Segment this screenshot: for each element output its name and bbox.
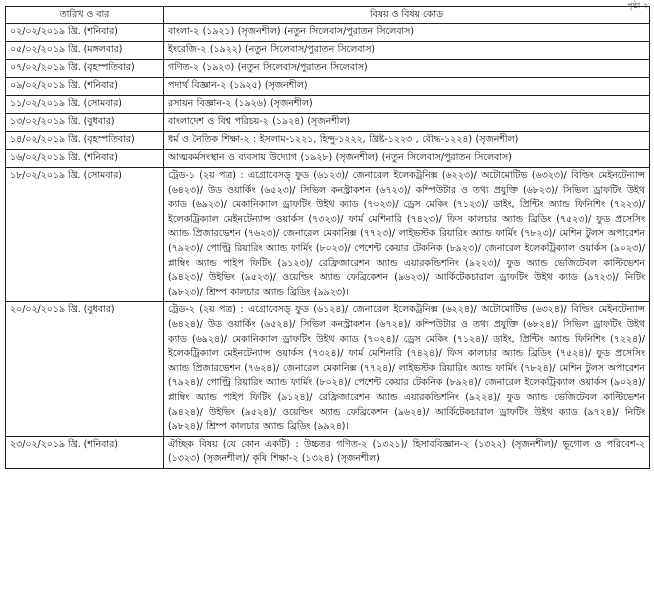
page-note: পৃষ্ঠা ২ [627, 1, 648, 10]
row-subject: ধর্ম ও নৈতিক শিক্ষা-২ : ইসলাম-১২২১, হিন্দু-১২২২, খ্রিষ্ট-১২২৩ , বৌদ্ধ-১২২৪) (সৃজনশীল) [164, 132, 650, 150]
row-subject: ট্রেড-২ (২য় পত্র) : এগ্রোবেসড্ ফুড (৬১২৪)/ জেনারেল ইলেকট্রনিক্স (৬২২৪)/ অটোমোটিভ (৬৩২৪)/ বিল্ডিং মেইনটেন্যান্স (৬৪২৪)/ উড ওয়ার্কিং (৬৫২৪)/ সিভিল কনস্ট্রাকশন (৬৭২৪)/ কম্পিউটার ও তথ্য প্রযুক্তি (৬৮২৪)/ সিভিল ড্রাফটিং উইথ ক্যাড (৬৯২৪)/ মেকানিক্যাল ড্রাফটিং উইথ ক্যাড (৭০২৪)/ ড্রেস মেকিং (৭১২৪)/ ডাইং, প্রিন্টিং অ্যান্ড ফিনিশিং (৭২২৪)/ ইলেকট্রিক্যাল মেইনটেন্যান্স ওয়ার্কস (৭৩২৪)/ ফার্ম মেশিনারি (৭৪২৪)/ ফিস কালচার অ্যান্ড ব্রিডিং (৭৫২৪)/ ফুড প্রসেসিং অ্যান্ড প্রিজারভেশন (৭৬২৪)/ জেনারেল মেকানিক্স (৭৭২৪)/ লাইভস্টক রিয়ারিং অ্যান্ড ফার্মিং (৭৮২৪)/ মেশিন টুলস অপারেশন (৭৯২৪)/ পোল্ট্রি রিয়ারিং অ্যান্ড ফার্মিং (৮০২৪)/ পেশেন্ট কেয়ার টেকনিক (৮৯২৪)/ জেনারেল ইলেকট্রিক্যাল ওয়ার্কস (৯০২৪)/ প্লাম্বিং অ্যান্ড পাইপ ফিটিং (৯১২৪)/ রেফ্রিজারেশন অ্যান্ড এয়ারকন্ডিশনিং (৯২২৪)/ ফুড অ্যান্ড ভেজিটেবল কাল্টিভেশন (৯৪২৪)/ উইভিং (৯৫২৪)/ ওয়েল্ডিং অ্যান্ড ফেব্রিকেশন (৯৬২৪)/ আর্কিটেকচারাল ড্রাফটিং উইথ ক্যাড (৯৭২৪)/ নিটিং (৯৮২৪)/ শ্রিম্প কালচার অ্যান্ড ব্রিডিং (৯৯২৪)। [164, 302, 650, 436]
row-subject: ইংরেজি-২ (১৯২২) (নতুন সিলেবাস/পুরাতন সিলেবাস) [164, 42, 650, 60]
row-subject: রসায়ন বিজ্ঞান-২ (১৯২৬) (সৃজনশীল) [164, 96, 650, 114]
table-row [6, 436, 650, 468]
table-row [6, 24, 650, 42]
row-date: ২০/০২/২০১৯ খ্রি. (বুধবার) [6, 302, 164, 436]
row-date: ১৪/০২/২০১৯ খ্রি. (বৃহস্পতিবার) [6, 132, 164, 150]
header-date: তারিখ ও বার [6, 7, 164, 24]
row-date: ০৯/০২/২০১৯ খ্রি. (শনিবার) [6, 78, 164, 96]
table-row [6, 42, 650, 60]
table-row [6, 168, 650, 302]
table-row [6, 78, 650, 96]
row-subject: গণিত-২ (১৯২৩) (নতুন সিলেবাস/পুরাতন সিলেবাস) [164, 60, 650, 78]
row-subject: আত্মকর্মসংস্থান ও ব্যবসায় উদ্যোগ (১৯২৮) (সৃজনশীল) (নতুন সিলেবাস/পুরাতন সিলেবাস) [164, 150, 650, 168]
row-date: ০৭/০২/২০১৯ খ্রি. (বৃহস্পতিবার) [6, 60, 164, 78]
table-row [6, 150, 650, 168]
row-date: ১১/০২/২০১৯ খ্রি. (সোমবার) [6, 96, 164, 114]
row-subject: ঐচ্ছিক বিষয় (যে কোন একটি) : উচ্চতর গণিত-২ (১৩২১)/ হিসাববিজ্ঞান-২ (১৩২২) (সৃজনশীল)/ ভূগোল ও পরিবেশ-২ (১৩২৩) (সৃজনশীল)/ কৃষি শিক্ষা-২ (১৩২৪) (সৃজনশীল) [164, 436, 650, 468]
row-date: ২৩/০২/২০১৯ খ্রি. (শনিবার) [6, 436, 164, 468]
row-date: ১৩/০২/২০১৯ খ্রি. (বুধবার) [6, 114, 164, 132]
row-subject: পদার্থ বিজ্ঞান-২ (১৯২৫) (সৃজনশীল) [164, 78, 650, 96]
table-row [6, 114, 650, 132]
exam-routine-table [5, 6, 650, 469]
table-row [6, 60, 650, 78]
row-date: ০৫/০২/২০১৯ খ্রি. (মঙ্গলবার) [6, 42, 164, 60]
row-date: ১৬/০২/২০১৯ খ্রি. (শনিবার) [6, 150, 164, 168]
row-subject: ট্রেড-১ (২য় পত্র) : এগ্রোবেসড্ ফুড (৬১২৩)/ জেনারেল ইলেকট্রনিক্স (৬২২৩)/ অটোমোটিভ (৬৩২৩)/ বিল্ডিং মেইনটেন্যান্স (৬৪২৩)/ উড ওয়ার্কিং (৬৫২৩)/ সিভিল কনস্ট্রাকশন (৬৭২৩)/ কম্পিউটার ও তথ্য প্রযুক্তি (৬৮২৩)/ সিভিল ড্রাফটিং উইথ ক্যাড (৬৯২৩)/ মেকানিক্যাল ড্রাফটিং উইথ ক্যাড (৭০২৩)/ ড্রেস মেকিং (৭১২৩)/ ডাইং, প্রিন্টিং অ্যান্ড ফিনিশিং (৭২২৩)/ ইলেকট্রিক্যাল মেইনটেন্যান্স ওয়ার্কস (৭৩২৩)/ ফার্ম মেশিনারি (৭৪২৩)/ ফিস কালচার অ্যান্ড ব্রিডিং (৭৫২৩)/ ফুড প্রসেসিং অ্যান্ড প্রিজারভেশন (৭৬২৩)/ জেনারেল মেকানিক্স (৭৭২৩)/ লাইভস্টক রিয়ারিং অ্যান্ড ফার্মিং (৭৮২৩)/ মেশিন টুলস অপারেশন (৭৯২৩)/ পোল্ট্রি রিয়ারিং অ্যান্ড ফার্মিং (৮০২৩)/ পেশেন্ট কেয়ার টেকনিক (৮৯২৩)/ জেনারেল ইলেকট্রিক্যাল ওয়ার্কস (৯০২৩)/ প্লাম্বিং অ্যান্ড পাইপ ফিটিং (৯১২৩)/ রেফ্রিজারেশন অ্যান্ড এয়ারকন্ডিশনিং (৯২২৩)/ ফুড অ্যান্ড ভেজিটেবল কাল্টিভেশন (৯৪২৩)/ উইভিং (৯৫২৩)/ ওয়েল্ডিং অ্যান্ড ফেব্রিকেশন (৯৬২৩)/ আর্কিটেকচারাল ড্রাফটিং উইথ ক্যাড (৯৭২৩)/ নিটিং (৯৮২৩)/ শ্রিম্প কালচার অ্যান্ড ব্রিডিং (৯৯২৩)। [164, 168, 650, 302]
row-subject: বাংলা-২ (১৯২১) (সৃজনশীল) (নতুন সিলেবাস/পুরাতন সিলেবাস) [164, 24, 650, 42]
table-row [6, 96, 650, 114]
table-header-row [6, 7, 650, 24]
row-date: ১৮/০২/২০১৯ খ্রি. (সোমবার) [6, 168, 164, 302]
table-row [6, 132, 650, 150]
row-subject: বাংলাদেশ ও বিশ্ব পরিচয়-২ (১৯২৪) (সৃজনশীল) [164, 114, 650, 132]
table-row [6, 302, 650, 436]
header-subject: বিষয় ও বিষয় কোড [164, 7, 650, 24]
row-date: ০২/০২/২০১৯ খ্রি. (শনিবার) [6, 24, 164, 42]
